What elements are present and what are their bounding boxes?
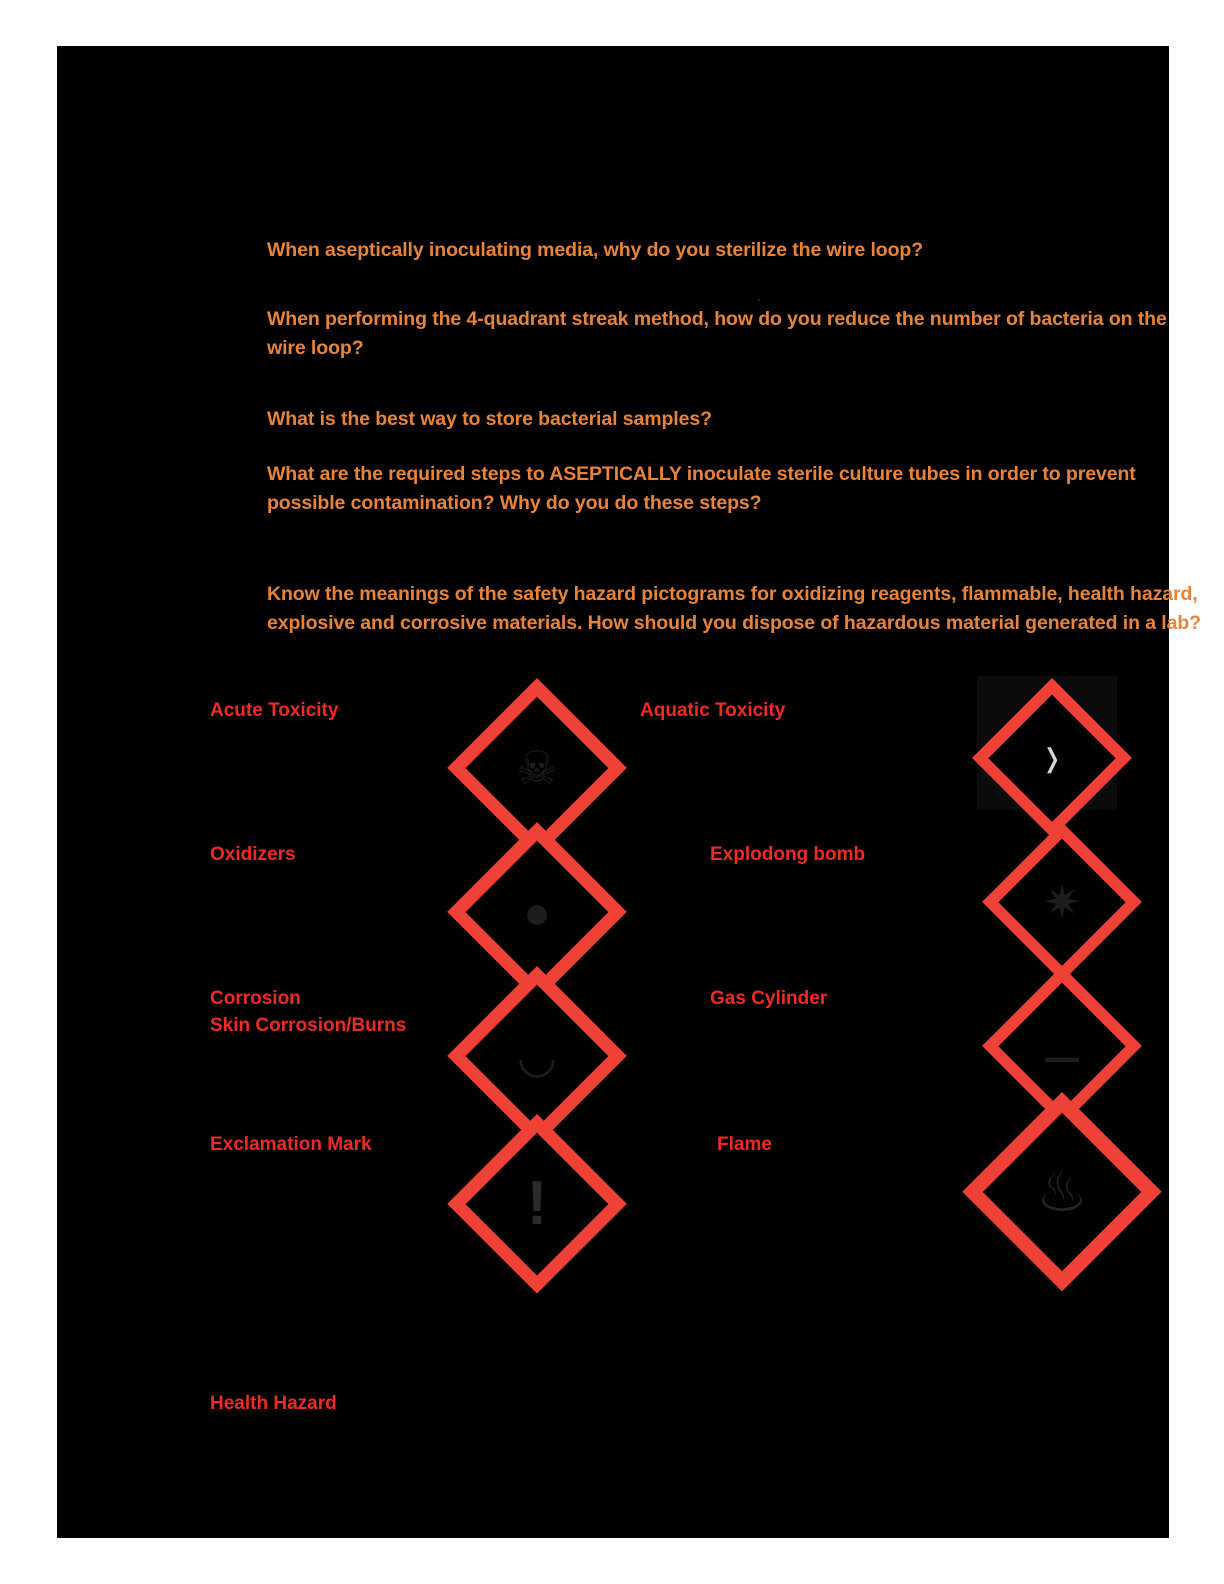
label-skin-corrosion: Skin Corrosion/Burns	[210, 1015, 407, 1036]
diamond-fill	[466, 985, 609, 1128]
label-flame: Flame	[717, 1134, 772, 1155]
diamond-fill	[466, 1133, 609, 1276]
pictogram-exclamation-mark	[447, 1114, 627, 1294]
flame-over-circle-icon: ●	[523, 886, 551, 938]
diamond-fill	[983, 1113, 1141, 1271]
pictogram-aquatic-toxicity	[972, 678, 1132, 838]
diamond-fill	[999, 839, 1126, 966]
diamond-fill	[466, 841, 609, 984]
label-oxidizers: Oxidizers	[210, 844, 296, 865]
gas-cylinder-icon: ⚊	[1041, 1020, 1083, 1072]
stray-mark: .	[757, 288, 761, 304]
flame-icon: ♨	[1036, 1159, 1088, 1224]
question-1: When aseptically inoculating media, why do you sterilize the wire loop?	[267, 239, 924, 261]
dead-fish-and-tree-icon: ❭	[1041, 743, 1063, 773]
label-acute-toxicity: Acute Toxicity	[210, 700, 339, 721]
label-exclamation-mark: Exclamation Mark	[210, 1134, 372, 1155]
question-5: Know the meanings of the safety hazard pictograms for oxidizing reagents, flammable, health hazard, explosive and corrosive materials. How should you dispose of hazardous material generated in a lab?	[267, 583, 1201, 634]
corrosion-icon: ◡	[516, 1030, 558, 1082]
question-4: What are the required steps to ASEPTICALLY inoculate sterile culture tubes in order to prevent possible contamination? Why do you do these steps?	[267, 463, 1136, 514]
diamond-fill	[989, 695, 1116, 822]
label-health-hazard: Health Hazard	[210, 1393, 337, 1414]
label-exploding-bomb: Explodong bomb	[710, 844, 866, 865]
label-aquatic-toxicity: Aquatic Toxicity	[640, 700, 786, 721]
diamond-fill	[466, 697, 609, 840]
skull-and-crossbones-icon: ☠	[516, 742, 558, 794]
pictogram-exploding-bomb	[982, 822, 1142, 982]
pictogram-flame	[962, 1092, 1162, 1292]
questions-block	[267, 236, 1207, 638]
question-3: What is the best way to store bacterial samples?	[267, 408, 712, 430]
document-sheet	[57, 46, 1201, 1538]
exclamation-mark-icon: !	[526, 1169, 548, 1238]
label-corrosion: Corrosion	[210, 988, 301, 1009]
diamond-fill	[999, 983, 1126, 1110]
label-gas-cylinder: Gas Cylinder	[710, 988, 828, 1009]
exploding-bomb-icon: ✷	[1042, 876, 1082, 928]
question-2: When performing the 4-quadrant streak method, how do you reduce the number of bacteria on the wire loop?	[267, 308, 1167, 359]
